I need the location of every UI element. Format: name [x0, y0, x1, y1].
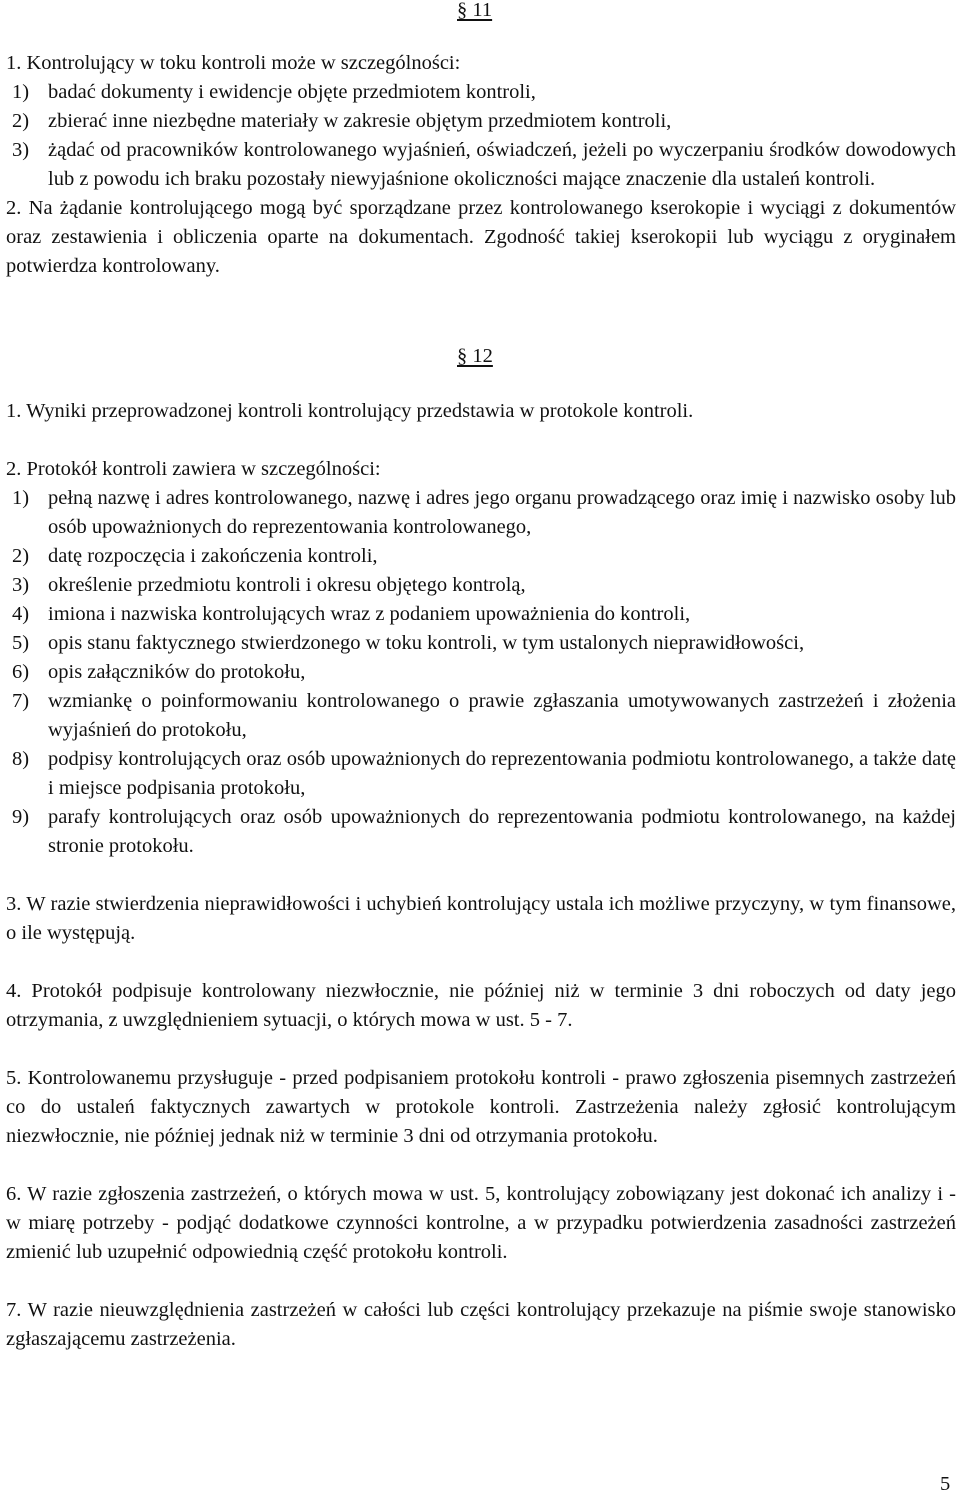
- s12-p2-item-3: [6, 571, 956, 600]
- section-12-body: [6, 397, 956, 1354]
- s12-p5: 5. Kontrolowanemu przysługuje - przed podpisaniem protokołu kontroli - prawo zgłoszenia pisemnych zastrzeżeń co do ustaleń faktycznych zawartych w protokole kontroli. Zastrzeżenia należy zgłosić kontrolującym niezwłocznie, nie później jednak niż w terminie 3 dni od otrzymania protokołu.: [6, 1067, 956, 1147]
- item-number: 3): [12, 574, 30, 596]
- s12-p2-item-8: [6, 745, 956, 803]
- item-number: 3): [12, 139, 30, 161]
- s11-p2: 2. Na żądanie kontrolującego mogą być sporządzane przez kontrolowanego kserokopie i wyciągi z dokumentów oraz zestawienia i obliczenia oparte na dokumentach. Zgodność takiej kserokopii lub wyciągu z oryginałem potwierdza kontrolowany.: [6, 197, 956, 277]
- s12-p6: 6. W razie zgłoszenia zastrzeżeń, o których mowa w ust. 5, kontrolujący zobowiązany jest dokonać ich analizy i - w miarę potrzeby - podjąć dodatkowe czynności kontrolne, a w przypadku potwierdzenia zasadności zastrzeżeń zmienić lub uzupełnić odpowiednią część protokołu kontroli.: [6, 1183, 956, 1263]
- s12-p2-intro: 2. Protokół kontroli zawiera w szczególności:: [6, 458, 381, 480]
- s12-p7: 7. W razie nieuwzględnienia zastrzeżeń w całości lub części kontrolujący przekazuje na piśmie swoje stanowisko zgłaszającemu zastrzeżenia.: [6, 1299, 956, 1350]
- s11-p1-intro: 1. Kontrolujący w toku kontroli może w szczególności:: [6, 52, 461, 74]
- item-text: datę rozpoczęcia i zakończenia kontroli,: [48, 545, 378, 567]
- s12-p2-item-6: [6, 658, 956, 687]
- item-text: badać dokumenty i ewidencje objęte przedmiotem kontroli,: [48, 81, 536, 103]
- item-text: zbierać inne niezbędne materiały w zakresie objętym przedmiotem kontroli,: [48, 110, 672, 132]
- s12-p2-item-7: [6, 687, 956, 745]
- item-number: 4): [12, 603, 30, 625]
- item-text: podpisy kontrolujących oraz osób upoważnionych do reprezentowania podmiotu kontrolowanego, a także datę i miejsce podpisania protokołu,: [48, 748, 956, 799]
- s11-p1-item-3: [6, 136, 956, 194]
- item-number: 9): [12, 806, 30, 828]
- item-text: pełną nazwę i adres kontrolowanego, nazwę i adres jego organu prowadzącego oraz imię i nazwisko osoby lub osób upoważnionych do reprezentowania kontrolowanego,: [48, 487, 956, 538]
- item-number: 5): [12, 632, 30, 654]
- item-text: imiona i nazwiska kontrolujących wraz z podaniem upoważnienia do kontroli,: [48, 603, 691, 625]
- s11-p1-item-1: [6, 78, 956, 107]
- item-text: określenie przedmiotu kontroli i okresu objętego kontrolą,: [48, 574, 526, 596]
- item-text: opis załączników do protokołu,: [48, 661, 306, 683]
- s12-p2-item-2: [6, 542, 956, 571]
- item-number: 2): [12, 110, 30, 132]
- s11-p1-item-2: [6, 107, 956, 136]
- item-number: 7): [12, 690, 30, 712]
- page-number: 5: [940, 1473, 951, 1495]
- s12-p3: 3. W razie stwierdzenia nieprawidłowości i uchybień kontrolujący ustala ich możliwe przyczyny, w tym finansowe, o ile występują.: [6, 893, 956, 944]
- item-number: 1): [12, 487, 30, 509]
- item-text: opis stanu faktycznego stwierdzonego w toku kontroli, w tym ustalonych nieprawidłowości,: [48, 632, 805, 654]
- section-11-body: [6, 49, 956, 281]
- item-number: 6): [12, 661, 30, 683]
- section-12-title: § 12: [457, 345, 493, 367]
- item-number: 2): [12, 545, 30, 567]
- section-11-title: § 11: [457, 0, 493, 21]
- item-number: 1): [12, 81, 30, 103]
- s12-p1: 1. Wyniki przeprowadzonej kontroli kontrolujący przedstawia w protokole kontroli.: [6, 400, 694, 422]
- item-text: parafy kontrolujących oraz osób upoważnionych do reprezentowania podmiotu kontrolowanego, na każdej stronie protokołu.: [48, 806, 956, 857]
- s12-p2-item-5: [6, 629, 956, 658]
- s12-p2-item-1: [6, 484, 956, 542]
- item-number: 8): [12, 748, 30, 770]
- item-text: żądać od pracowników kontrolowanego wyjaśnień, oświadczeń, jeżeli po wyczerpaniu środków dowodowych lub z powodu ich braku pozostały niewyjaśnione okoliczności mające znaczenie dla ustaleń kontroli.: [48, 139, 956, 190]
- s12-p2-item-4: [6, 600, 956, 629]
- s12-p2-item-9: [6, 803, 956, 861]
- s12-p4: 4. Protokół podpisuje kontrolowany niezwłocznie, nie później niż w terminie 3 dni roboczych od daty jego otrzymania, z uwzględnieniem sytuacji, o których mowa w ust. 5 - 7.: [6, 980, 956, 1031]
- item-text: wzmiankę o poinformowaniu kontrolowanego o prawie zgłaszania umotywowanych zastrzeżeń i złożenia wyjaśnień do protokołu,: [48, 690, 956, 741]
